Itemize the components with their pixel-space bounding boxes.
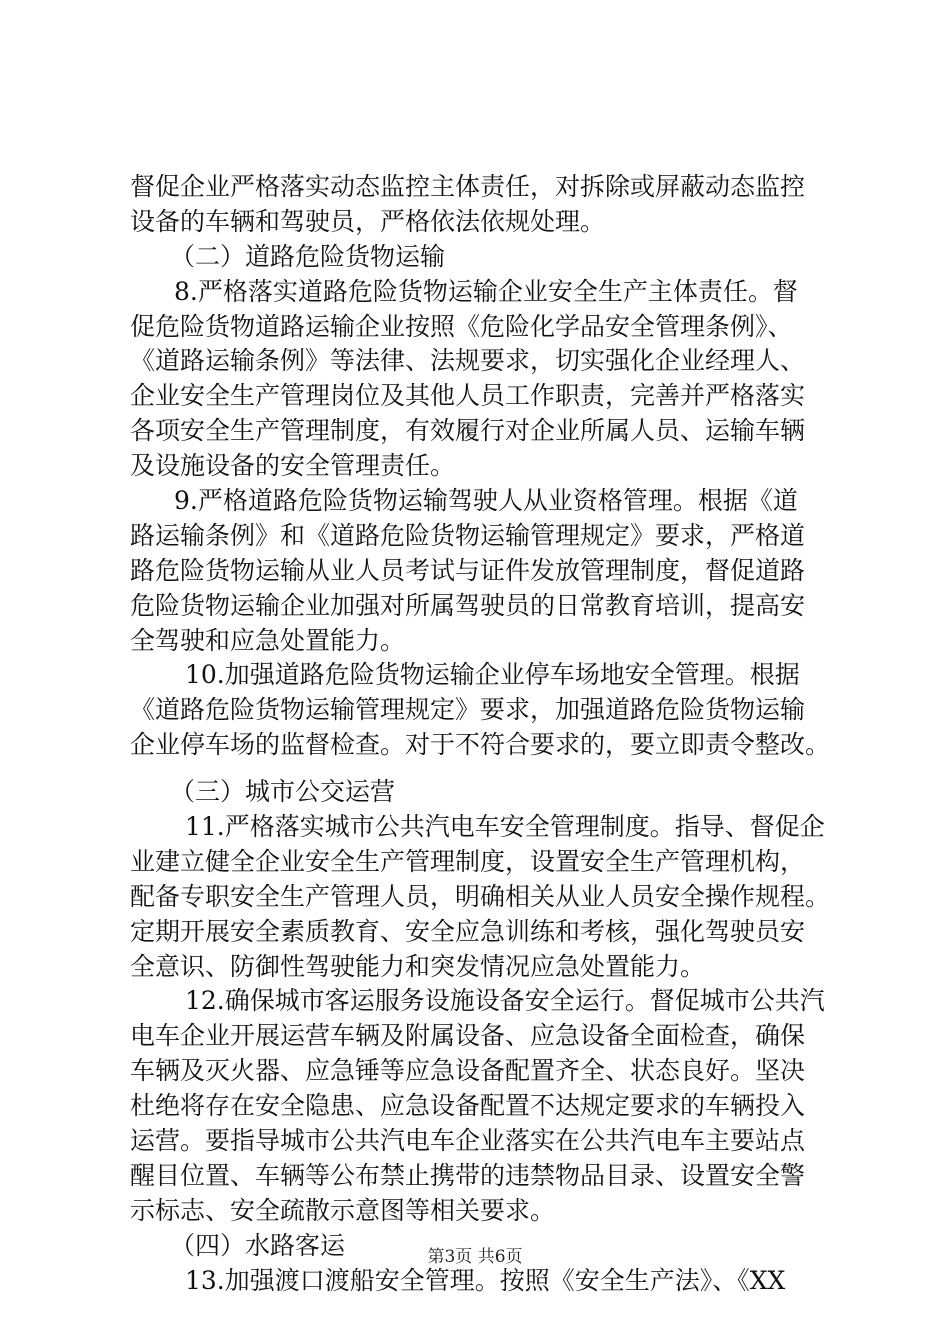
paragraph-line: 促危险货物道路运输企业按照《危险化学品安全管理条例》、 (130, 311, 793, 341)
paragraph-line: 《道路危险货物运输管理规定》要求，加强道路危险货物运输 (130, 695, 806, 725)
paragraph-line: 运营。要指导城市公共汽电车企业落实在公共汽电车主要站点 (130, 1126, 806, 1156)
paragraph-line: 11.严格落实城市公共汽电车安全管理制度。指导、督促企 (185, 812, 825, 842)
paragraph-gap (130, 763, 832, 775)
paragraph-line: 督促企业严格落实动态监控主体责任，对拆除或屏蔽动态监控 (130, 172, 806, 201)
paragraph-line: 路危险货物运输从业人员考试与证件发放管理制度，督促道路 (130, 555, 806, 585)
paragraph-line: 《道路运输条例》等法律、法规要求，切实强化企业经理人、 (130, 346, 806, 376)
paragraph-line: 定期开展安全素质教育、安全应急训练和考核，强化驾驶员安 (130, 916, 806, 946)
paragraph-line: 车辆及灭火器、应急锤等应急设备配置齐全、状态良好。坚决 (130, 1056, 806, 1086)
section-heading-3: （三）城市公交运营 (170, 777, 396, 807)
paragraph-line: 各项安全生产管理制度，有效履行对企业所属人员、运输车辆 (130, 416, 806, 446)
section-heading-4: （四）水路客运 (170, 1230, 346, 1260)
section-heading-2: （二）道路危险货物运输 (170, 241, 446, 271)
document-body (130, 170, 832, 1299)
page-number-footer: 第3页 共6页 (427, 1247, 523, 1267)
paragraph-line: 醒目位置、车辆等公布禁止携带的违禁物品目录、设置安全警 (130, 1160, 806, 1190)
paragraph-line: 全意识、防御性驾驶能力和突发情况应急处置能力。 (130, 951, 706, 981)
paragraph-line: 配备专职安全生产管理人员，明确相关从业人员安全操作规程。 (130, 881, 831, 911)
paragraph-line: 13.加强渡口渡船安全管理。按照《安全生产法》、《XX (185, 1265, 786, 1295)
paragraph-line: 业建立健全企业安全生产管理制度，设置安全生产管理机构， (130, 846, 806, 876)
paragraph-line: 8.严格落实道路危险货物运输企业安全生产主体责任。督 (174, 276, 798, 306)
paragraph-line: 10.加强道路危险货物运输企业停车场地安全管理。根据 (185, 660, 800, 690)
paragraph-line: 电车企业开展运营车辆及附属设备、应急设备全面检查，确保 (130, 1021, 806, 1051)
paragraph-line: 企业安全生产管理岗位及其他人员工作职责，完善并严格落实 (130, 381, 806, 411)
paragraph-line: 及设施设备的安全管理责任。 (130, 451, 456, 481)
paragraph-line: 企业停车场的监督检查。对于不符合要求的，要立即责令整改。 (130, 730, 831, 760)
paragraph-line: 9.严格道路危险货物运输驾驶人从业资格管理。根据《道 (174, 486, 798, 516)
paragraph-line: 设备的车辆和驾驶员，严格依法依规处理。 (130, 206, 606, 236)
paragraph-line: 12.确保城市客运服务设施设备安全运行。督促城市公共汽 (185, 986, 825, 1016)
paragraph-line: 全驾驶和应急处置能力。 (130, 625, 406, 655)
paragraph-line: 示标志、安全疏散示意图等相关要求。 (130, 1195, 556, 1225)
paragraph-line: 杜绝将存在安全隐患、应急设备配置不达规定要求的车辆投入 (130, 1091, 806, 1121)
paragraph-line: 危险货物运输企业加强对所属驾驶员的日常教育培训，提高安 (130, 590, 806, 620)
paragraph-line: 路运输条例》和《道路危险货物运输管理规定》要求，严格道 (130, 520, 806, 550)
